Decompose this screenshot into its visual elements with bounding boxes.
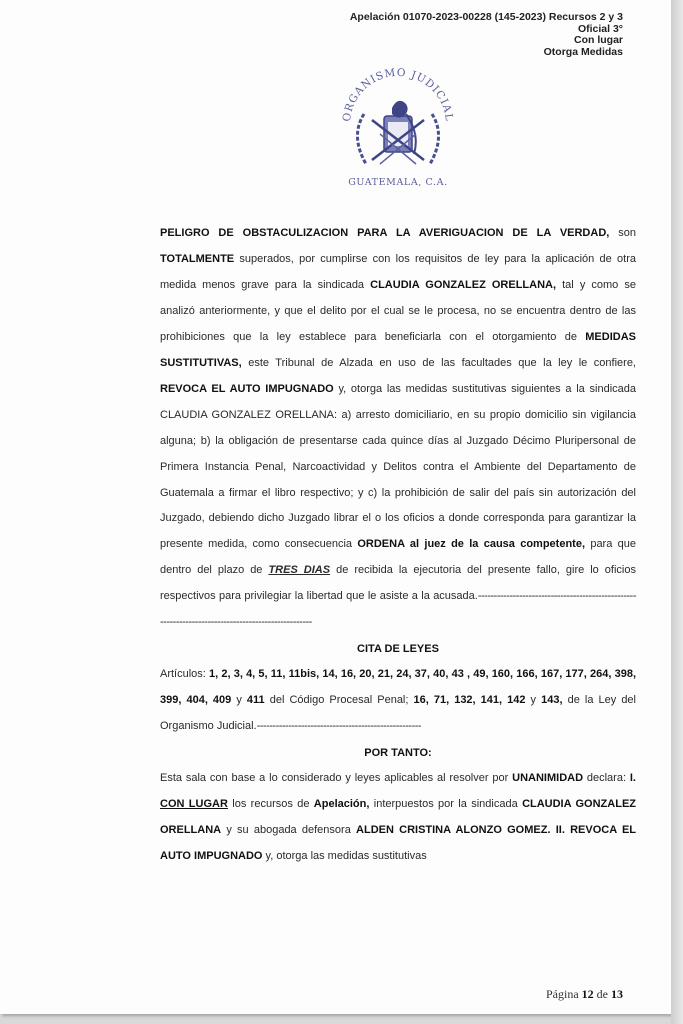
page-edge-shadow <box>671 0 683 1024</box>
case-result: Con lugar <box>574 34 623 46</box>
por-tanto-heading: POR TANTO: <box>364 747 432 760</box>
page-number: Página 12 de 13 <box>546 987 623 1001</box>
document-body <box>160 221 636 870</box>
organismo-judicial-seal <box>336 64 460 192</box>
cita-de-leyes-heading: CITA DE LEYES <box>357 643 439 656</box>
por-tanto-paragraph: Esta sala con base a lo considerado y leyes aplicables al resolver por UNANIMIDAD declara: I. CON LUGAR los recursos de Apelación, interpuestos por la sindicada CLAUDIA GONZALEZ ORELLANA y su abogada defensora ALDEN CRISTINA ALONZO GOMEZ. II. REVOCA EL AUTO IMPUGNADO y, otorga las medidas sustitutivas <box>160 772 636 862</box>
case-officer: Oficial 3° <box>577 22 623 35</box>
case-header <box>293 12 623 58</box>
cita-de-leyes-paragraph: Artículos: 1, 2, 3, 4, 5, 11, 11bis, 14, 16, 20, 21, 24, 37, 40, 43 , 49, 160, 166, 167, 177, 264, 398, 399, 404, 409 y 411 del Código Procesal Penal; 16, 71, 132, 141, 142 y 143, de la Ley del Organismo Judicial.---------------------------------------------------- <box>160 668 637 733</box>
ruling-paragraph: PELIGRO DE OBSTACULIZACION PARA LA AVERIGUACION DE LA VERDAD, son TOTALMENTE superados, por cumplirse con los requisitos de ley para la aplicación de otra medida menos grave para la sindicada CLAUDIA GONZALEZ ORELLANA, tal y como se analizó anteriormente, y que el delito por el cual se le procesa, no se encuentra dentro de las prohibiciones que la ley establece para beneficiarla con el otorgamiento de MEDIDAS SUSTITUTIVAS, este Tribunal de Alzada en uso de las facultades que la ley le confiere, REVOCA EL AUTO IMPUGNADO y, otorga las medidas sustitutivas siguientes a la sindicada CLAUDIA GONZALEZ ORELLANA: a) arresto domiciliario, en su propio domicilio sin vigilancia alguna; b) la obligación de presentarse cada quince días al Juzgado Décimo Pluripersonal de Primera Instancia Penal, Narcoactividad y Delitos contra el Ambiente del Departamento de Guatemala a firmar el libro respectivo; y c) la prohibición de salir del país sin autorización del Juzgado, debiendo dicho Juzgado librar el o los oficios a donde corresponda para garantizar la presente medida, como consecuencia ORDENA al juez de la causa competente, para que dentro del plazo de TRES DIAS de recibida la ejecutoria del presente fallo, gire lo oficios respectivos para privilegiar la libertad que le asiste a la acusada.-------------------------------------------------------------------------------------------------- <box>160 227 636 629</box>
case-measure: Otorga Medidas <box>543 45 623 58</box>
case-reference: Apelación 01070-2023-00228 (145-2023) Recursos 2 y 3 <box>349 11 623 23</box>
seal-top-text: ORGANISMO JUDICIAL <box>340 66 456 123</box>
seal-bottom-text: GUATEMALA, C.A. <box>348 177 448 188</box>
